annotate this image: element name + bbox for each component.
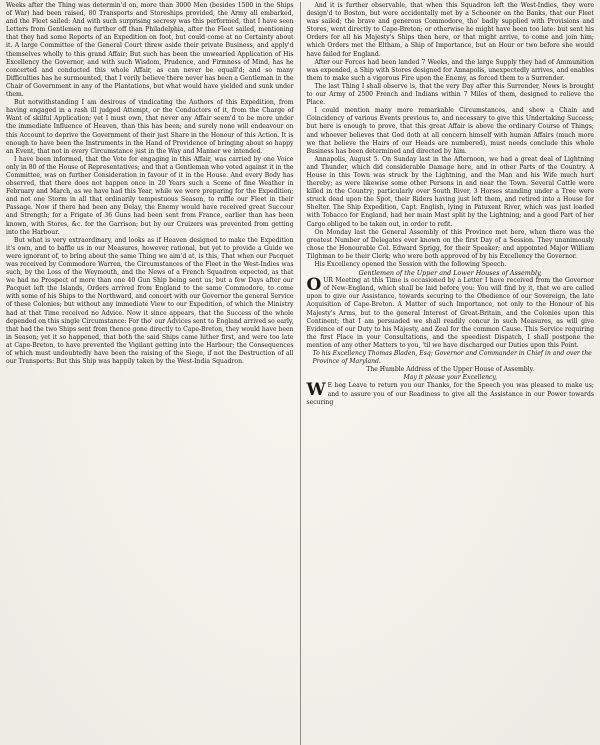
right-paragraph-1: And it is further observable, that when this Squadron left the West-Indies, they were design'd to Boston, but were accidentally met by a Schooner on the Banks, that our Fleet was sailed; the brave and generous Commodore, tho' badly supplied with Provisions and Stores, went directly to Cape-Breton; or otherwise he might have been too late: but sent his Orders for all his Majesty's Ships then here, or that might arrive, to come and join him; which Orders met the Eltham, a Ship of Importance, but an Hour or two before she would have failed for England.: [306, 2, 594, 58]
left-paragraph-1: Weeks after the Thing was determin'd on, more than 3000 Men (besides 1500 in the Ships of War) had been raised, 80 Transports and Storeships provided, the Army all embarked, and the Fleet sailed: And with such surprising secresy was this performed, that I have seen Letters from Gentlemen no further off than Philadelphia, after the Fleet sailed, mentioning that they had some Reports of an Expedition on foot, but could come at no Certainty about it. A large Committee of the General Court threw aside their private Business, and apply'd themselves wholly to this grand Affair; But such has been the unwearied Application of His Excellency the Governor, and with such Wisdom, Prudence, and Firmness of Mind, has he concerted and conducted this whole Affair, as can never be equall'd; and so many Difficulties has he surmounted, that I verily believe there never has been a Gentleman in the Chair of Government in any of the Plantations, but what would have yielded and sunk under them.: [6, 2, 294, 99]
left-paragraph-3: I have been informed, that the Vote for engaging in this Affair, was carried by one Voice only in 80 of the House of Representatives; and that a Gentleman who voted against it in the Committee, was on further Consideration in favour of it in the House. And every Body has observed, that there does not happen once in 20 Years such a Scene of fine Weather in February and March, as we have had this Year, while we were preparing for the Expedition; and not one Storm in all that ordinarily tempestuous Season, to ruffle our Fleet in their Passage. Now if there had been any Delay, the Enemy would have received great Succour and Strength; for a Frigate of 36 Guns had been sent from France, earlier than has been known, with Stores, &c. for the Garrison; but by our Cruizers was prevented from getting into the Harbour.: [6, 155, 294, 236]
address-text: E beg Leave to return you our Thanks, for the Speech you was pleased to make us; and to assure you of our Readiness to give all the Assistance in our Power towards securing: [306, 382, 594, 406]
column-rule: [300, 2, 301, 745]
address-salutation: May it please your Excellency,: [403, 374, 498, 382]
two-column-layout: [6, 2, 594, 745]
assembly-news: On Monday last the General Assembly of this Province met here, when there was the greatest Number of Delegates ever known on the first Day of a Session. They unanimously chose the Honourable Col. Edward Sprigg, for their Speaker; and appointed Major William Tilghman to be their Clerk; who were both approved of by his Excellency the Governor.: [306, 228, 594, 260]
left-column: [6, 2, 294, 745]
speech-dropcap: O: [306, 275, 322, 296]
left-paragraph-2: But notwithstanding I am desirous of vindicating the Authors of this Expedition, from having engaged in a rash ill judged Attempt, or the Conductors of it, from the Charge of Want of skilful Application; yet I must own, that never any Affair seem'd to be more under the immediate Influence of Heaven, than this has been; and surely none will endeavour on this Account to deprive the Government of their just Share in the Honour of this Action. It is enough to have been the Instruments in the Hand of Providence of bringing about so happy an Event, that not in every Circumstance just in the Way and Manner we intended.: [6, 99, 294, 155]
annapolis-news: Annapolis, August 5. On Sunday last in the Afternoon, we had a great deal of Lightning and Thunder, which did considerable Damage here, and in other Parts of the Country. A House in this Town was struck by the Lightning, and the Man and his Wife much hurt thereby; as were likewise some other Persons in and near the Town. Several Cattle were killed in the Country; particularly over South River, 3 Horses standing under a Tree were struck dead upon the Spot, their Riders having just left them, and retired into a House for Shelter. The Ship Expedition, Capt. English, lying in Patuxent River, which was just loaded with Tobacco for England, had her main Mast split by the Lightning; and a good Part of her Cargo obliged to be taken out, in order to refit.: [306, 155, 594, 228]
address-heading: To his Excellency Thomas Bladen, Esq; Governor and Commander in Chief in and over the Province of Maryland.: [312, 350, 592, 366]
address-dropcap: W: [306, 380, 326, 401]
speech-body: [306, 277, 594, 350]
right-paragraph-2: After our Forces had been landed 7 Weeks, and the large Supply they had of Ammunition was expended, a Ship with Stores designed for Annapolis, unexpectedly arrives, and enables them to make such a vigorous Fire upon the Enemy, as forced them to a Surrender.: [306, 58, 594, 82]
left-paragraph-4: But what is very extraordinary, and looks as if Heaven designed to make the Expedition it's own, and to baffle us in our Measures, however rational, but yet to provide a Guide we were ignorant of, to bring about the same Thing we aim'd at, is this, That when our Pacquet was received by Commodore Warren, the Circumstances of the Fleet in the West-Indies was such, by the Loss of the Weymouth, and the News of a French Squadron expected, as that we had no Prospect of more than one 40 Gun Ship being sent us; but a few Days after our Pacquet left the Islands, Orders arrived from England to the same Commodore, to come with some of his Ships to the Northward, and concert with our Governor the general Service of these Colonies; but without any immediate View to our Expedition, of which the Ministry had at that Time received no Advice. Now it since appears, that the Success of the whole depended on this single Circumstance: For tho' our Advices sent to England arrived so early, that had the two Ships sent from thence gone directly to Cape-Breton, they would have been in Season; yet it so happened, that both the said Ships came hither first, and were too late at Cape-Breton, to have prevented the Vigilant getting into the Harbour; the Consequences of which must undoubtedly have been the raising of the Siege, if not the Destruction of all our Transports: But this Ship was happily taken by the West-India Squadron.: [6, 236, 294, 366]
address-subheading: The Humble Address of the Upper House of Assembly.: [366, 366, 535, 374]
speech-heading: Gentlemen of the Upper and Lower Houses of Assembly,: [358, 269, 542, 278]
right-paragraph-3: The last Thing I shall observe is, that the very Day after this Surrender, News is brought to our Army of 2500 French and Indians within 7 Miles of them, designed to relieve the Place.: [306, 82, 594, 107]
right-paragraph-4: I could mention many more remarkable Circumstances, and shew a Chain and Coincidency of various Events previous to, and necessary to give this Undertaking Success; but here is enough to prove, that this great Affair is above the ordinary Course of Things; and whoever believes that God doth at all concern himself with human Affairs (much more we that believe the Hairs of our Heads are numbered), must needs conclude this whole Business has been determined and directed by him.: [306, 107, 594, 155]
speech-text: UR Meeting at this Time is occasioned by a Letter I have received from the Governor of New-England, which shall be laid before you: You will find by it, that we are called upon to give our Assistance, towards securing to the Obedience of our Sovereign, the late Acquisition of Cape-Breton. A Matter of such Importance, not only to the Honour of his Majesty's Arms, but to the general Interest of Great-Britain, and the Colonies upon this Continent; that I am persuaded we shall readily concur in such Measures, as will give Evidence of our Duty to his Majesty, and Zeal for the common Cause. This Service requiring the first Place in your Consultations, and the speediest Dispatch, I shall postpone the mention of any other Matters to you, 'til we have discharged our Duties upon this Point.: [306, 277, 594, 349]
address-body: [306, 382, 594, 406]
speech-intro: His Excellency opened the Session with the following Speech.: [314, 261, 507, 268]
right-column: [306, 2, 594, 745]
